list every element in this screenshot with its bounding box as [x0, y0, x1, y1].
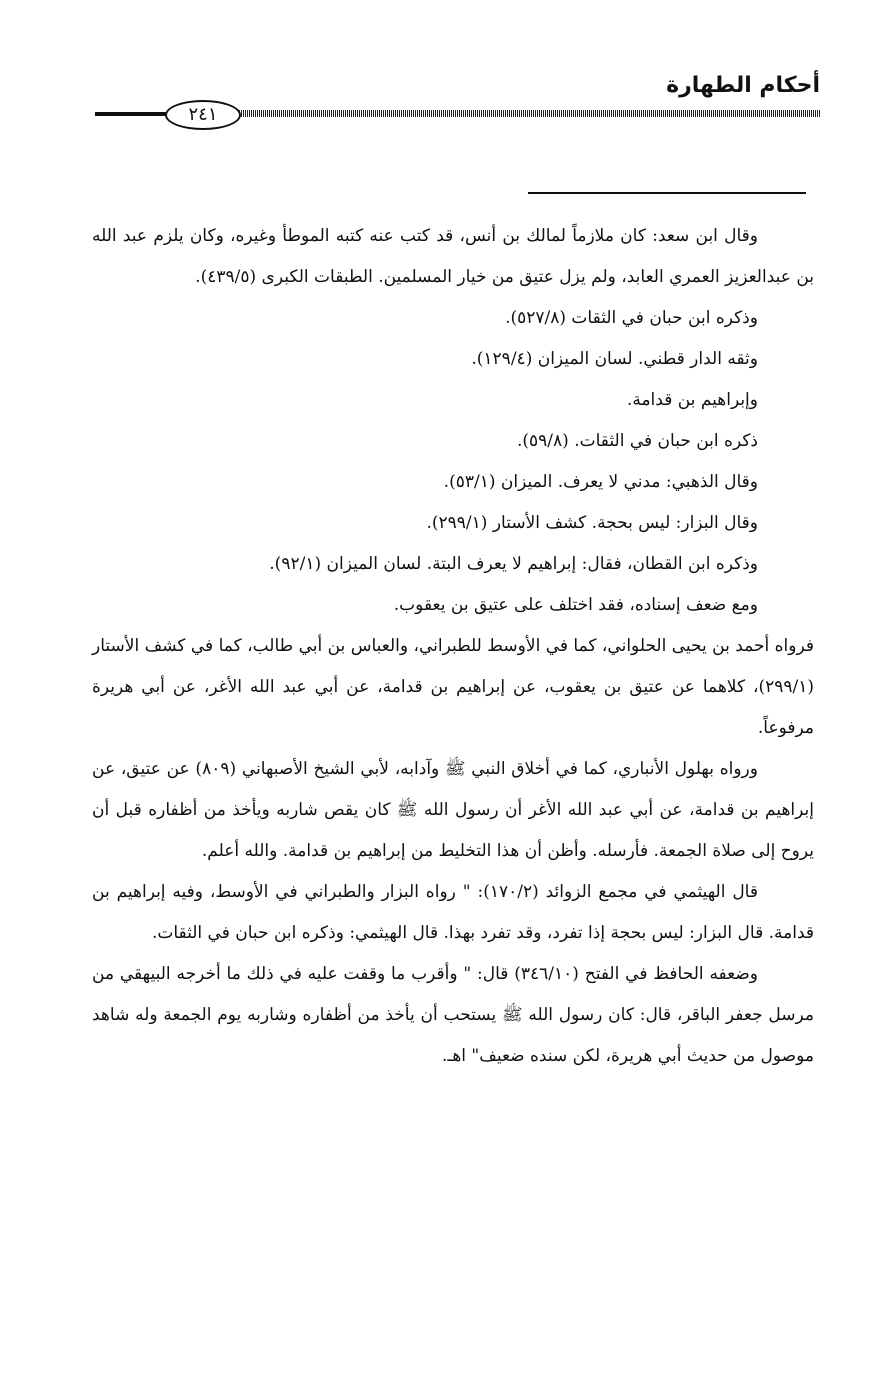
- paragraph-ibn-hibban-thiqat: وذكره ابن حبان في الثقات (٥٢٧/٨).: [505, 308, 758, 328]
- paragraph-bazzar: وقال البزار: ليس بحجة. كشف الأستار (٢٩٩/١).: [426, 513, 758, 533]
- paragraph-daraqutni: وثقه الدار قطني. لسان الميزان (١٢٩/٤).: [471, 349, 758, 369]
- paragraph-bahlul: ورواه بهلول الأنباري، كما في أخلاق النبي ﷺ وآدابه، لأبي الشيخ الأصبهاني (٨٠٩) عن عتيق، عن إبراهيم بن قدامة، عن أبي عبد الله الأغر أن رسول الله ﷺ كان يقص شاربه ويأخذ من أظفاره قبل أن يروح إلى صلاة الجمعة. فأرسله. وأظن أن هذا التخليط من إبراهيم بن قدامة. والله أعلم.: [92, 759, 814, 861]
- paragraph-ibrahim-bin-qudama: وإبراهيم بن قدامة.: [626, 390, 758, 410]
- paragraph-ibn-hibban-mention: ذكره ابن حبان في الثقات. (٥٩/٨).: [517, 431, 758, 451]
- footnote-separator: [528, 192, 806, 194]
- paragraph-ibn-hajar: وضعفه الحافظ في الفتح (٣٤٦/١٠) قال: " وأقرب ما وقفت عليه في ذلك ما أخرجه البيهقي من مرسل جعفر الباقر، قال: كان رسول الله ﷺ يستحب أن يأخذ من أظفاره وشاربه يوم الجمعة وله شاهد موصول من حديث أبي هريرة، لكن سنده ضعيف" اهـ.: [92, 964, 814, 1066]
- page-number: ٢٤١: [165, 100, 241, 130]
- paragraph-ibn-qattan: وذكره ابن القطان، فقال: إبراهيم لا يعرف البتة. لسان الميزان (٩٢/١).: [269, 554, 758, 574]
- page-header: [95, 70, 820, 130]
- header-rule-right: [235, 110, 820, 117]
- page-body: [92, 216, 814, 1077]
- paragraph-weak-chain: ومع ضعف إسناده، فقد اختلف على عتيق بن يعقوب.: [393, 595, 758, 615]
- paragraph-haythami: قال الهيثمي في مجمع الزوائد (١٧٠/٢): " رواه البزار والطبراني في الأوسط، وفيه إبراهيم بن قدامة. قال البزار: ليس بحجة إذا تفرد، وقد تفرد بهذا. قال الهيثمي: وذكره ابن حبان في الثقات.: [92, 882, 814, 943]
- paragraph-ibn-saad: وقال ابن سعد: كان ملازماً لمالك بن أنس، قد كتب عنه كتبه الموطأ وغيره، وكان يلزم عبد الله بن عبدالعزيز العمري العابد، ولم يزل عتيق من خيار المسلمين. الطبقات الكبرى (٤٣٩/٥).: [92, 226, 814, 287]
- paragraph-halwani: فرواه أحمد بن يحيى الحلواني، كما في الأوسط للطبراني، والعباس بن أبي طالب، كما في كشف الأستار (٢٩٩/١)، كلاهما عن عتيق بن يعقوب، عن إبراهيم بن قدامة، عن أبي عبد الله الأغر، عن أبي هريرة مرفوعاً.: [92, 636, 814, 738]
- book-title: أحكام الطهارة: [666, 73, 820, 98]
- paragraph-dhahabi: وقال الذهبي: مدني لا يعرف. الميزان (٥٣/١).: [443, 472, 758, 492]
- header-rule-left: [95, 112, 167, 116]
